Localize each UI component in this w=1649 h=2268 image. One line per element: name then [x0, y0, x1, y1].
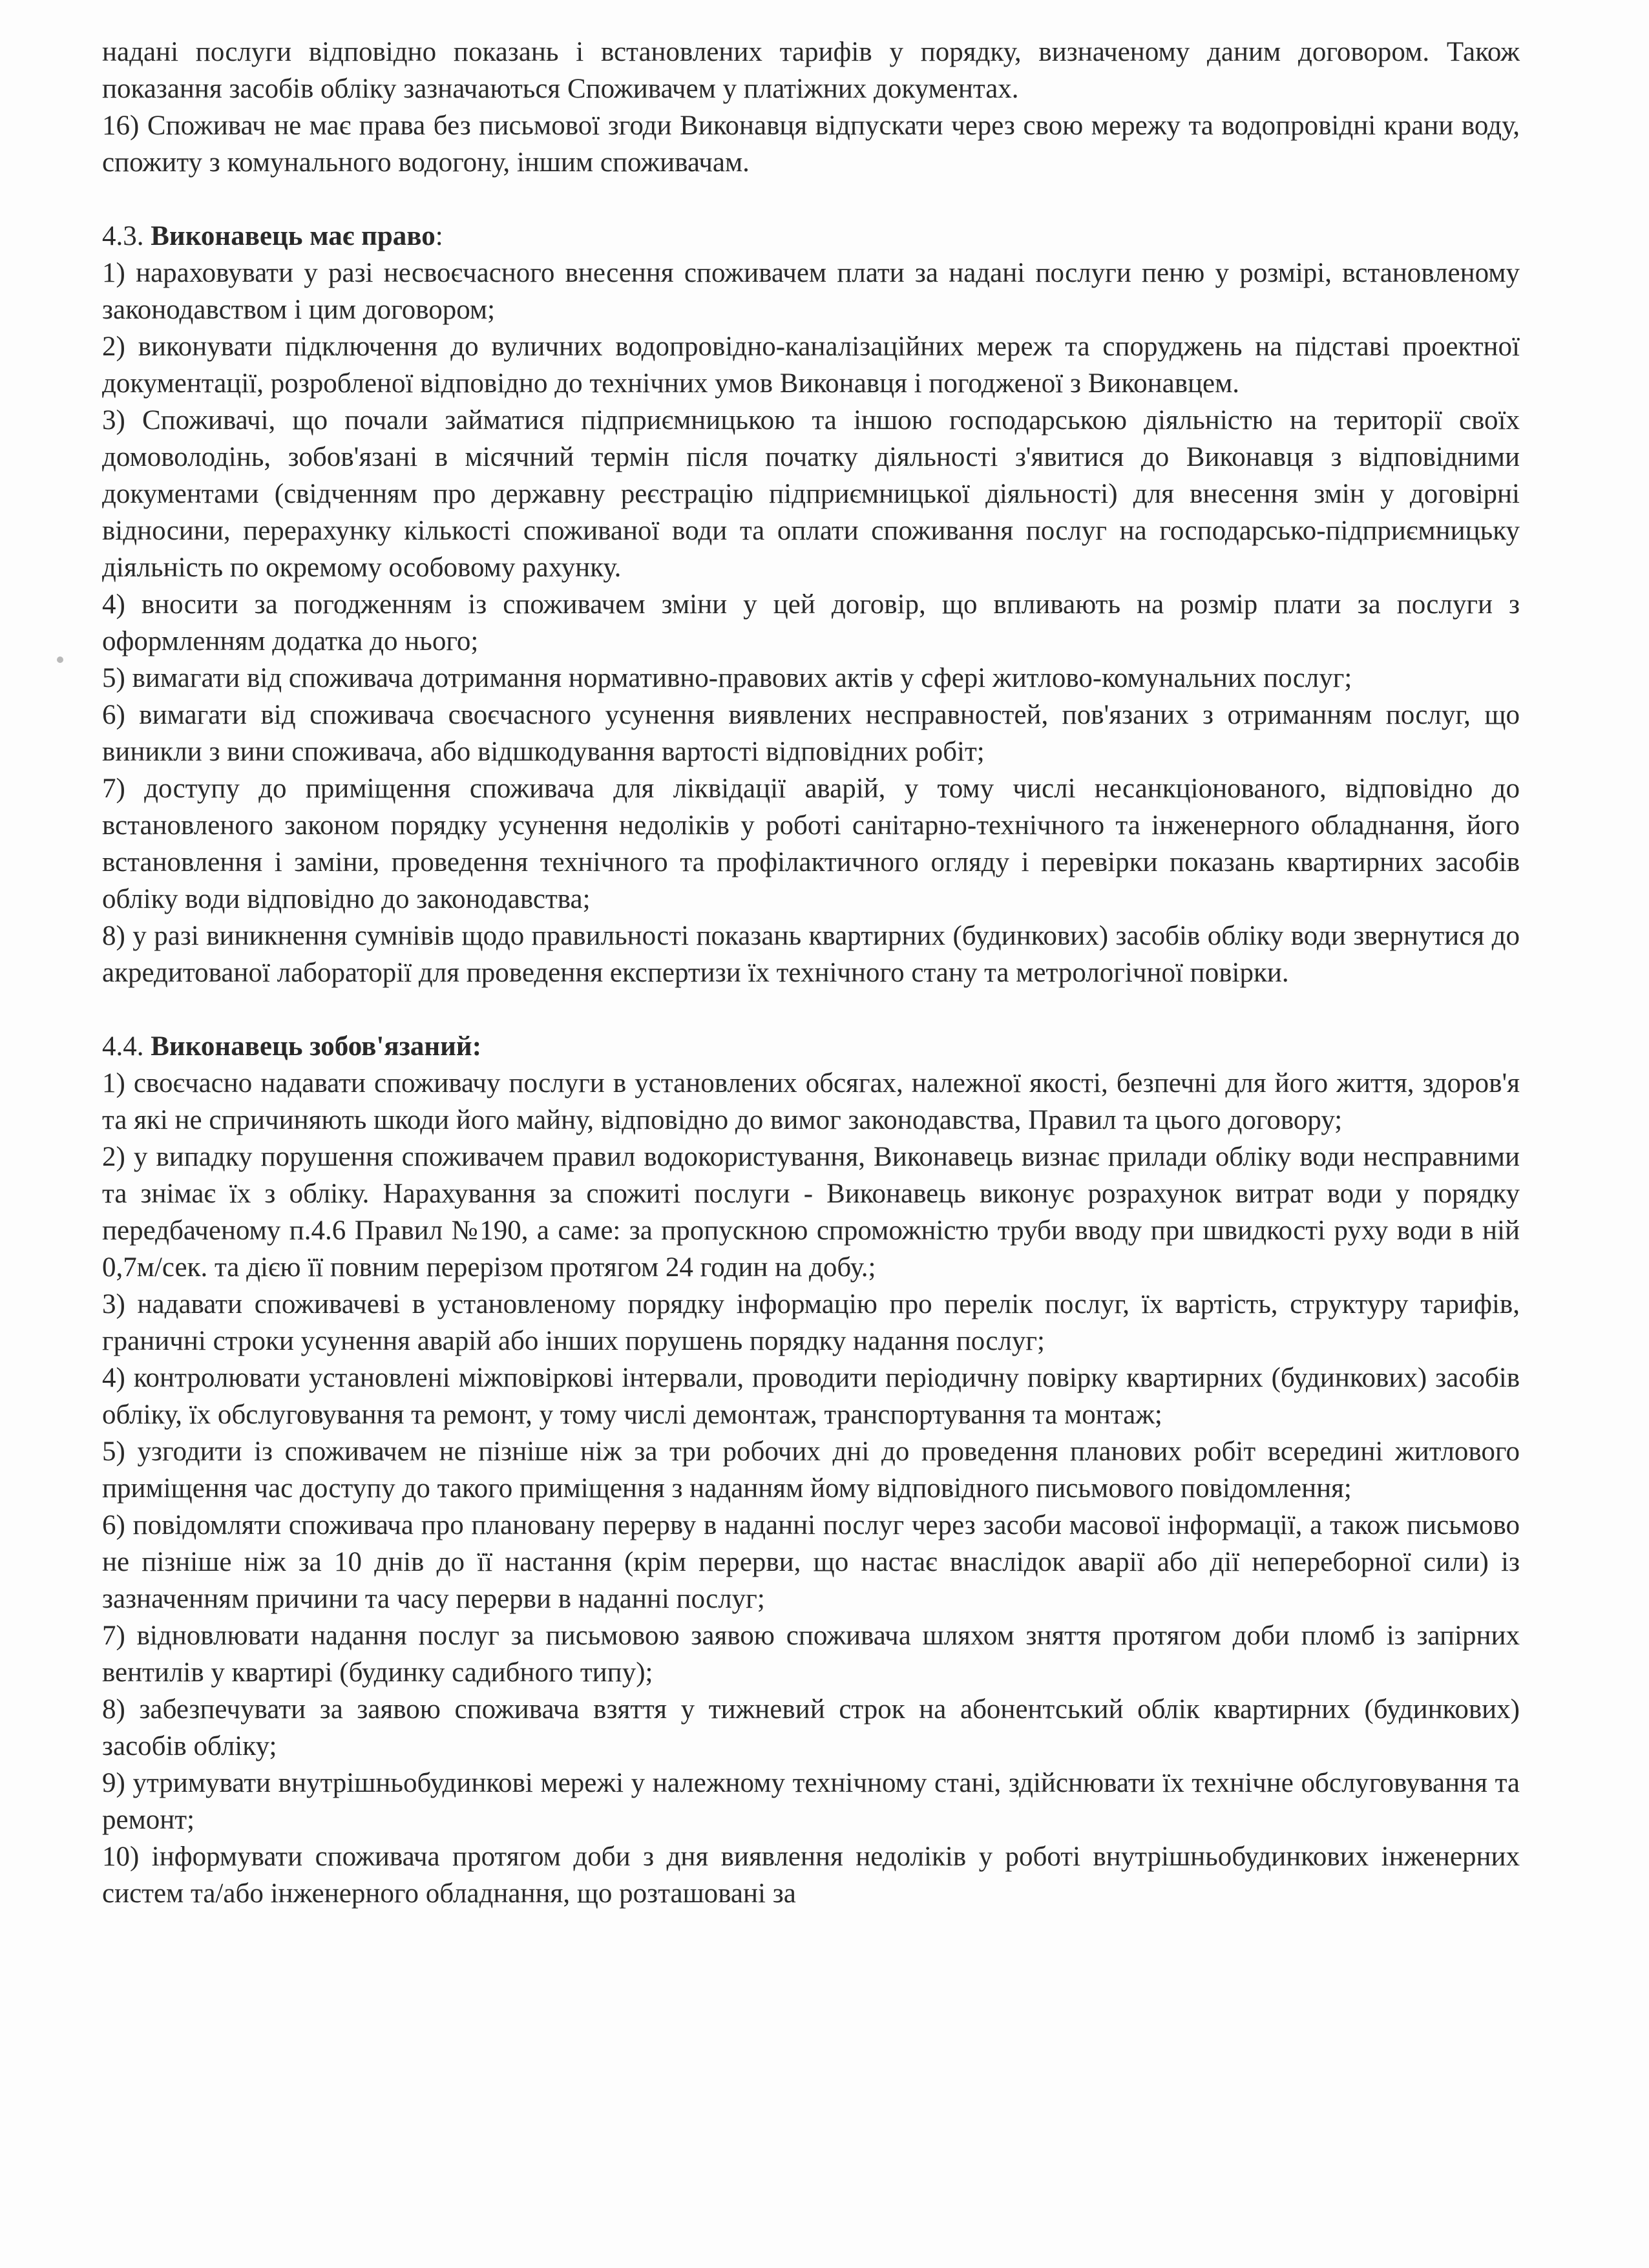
clause-4-3-6: 6) вимагати від споживача своєчасного усунення виявлених несправностей, пов'язаних з отриманням послуг, що виникли з вини споживача, або відшкодування вартості відповідних робіт; — [102, 700, 1520, 767]
clause-4-4-6: 6) повідомляти споживача про плановану перерву в наданні послуг через засоби масової інформації, а також письмово не пізніше ніж за 10 днів до її настання (крім перерви, що настає внаслідок аварії або дії непереборної сили) із зазначенням причини та часу перерви в наданні послуг; — [102, 1510, 1520, 1614]
clause-16: 16) Споживач не має права без письмової згоди Виконавця відпускати через свою мережу та водопровідні крани воду, спожиту з комунального водогону, іншим споживачам. — [102, 110, 1520, 178]
clause-4-4-1: 1) своєчасно надавати споживачу послуги в установлених обсягах, належної якості, безпечні для його життя, здоров'я та які не спричиняють шкоди його майну, відповідно до вимог законодавства, Правил та цього договору; — [102, 1068, 1520, 1135]
clause-4-3-1: 1) нараховувати у разі несвоєчасного внесення споживачем плати за надані послуги пеню у розмірі, встановленому законодавством і цим договором; — [102, 258, 1520, 325]
section-4-4-title: Виконавець зобов'язаний: — [151, 1031, 482, 1062]
scan-speck — [57, 656, 63, 663]
clause-4-3-4: 4) вносити за погодженням із споживачем зміни у цей договір, що впливають на розмір плати за послуги з оформленням додатка до нього; — [102, 589, 1520, 656]
section-4-4 — [102, 1028, 1520, 1912]
section-4-3-heading — [102, 218, 1520, 255]
clause-4-3-2: 2) виконувати підключення до вуличних водопровідно-каналізаційних мереж та споруджень на підставі проектної документації, розробленої відповідно до технічних умов Виконавця і погодженої з Виконавцем. — [102, 331, 1520, 399]
clause-4-3-3: 3) Споживачі, що почали займатися підприємницькою та іншою господарською діяльністю на території своїх домоволодінь, зобов'язані в місячний термін після початку діяльності з'явитися до Виконавця з відповідними документами (свідченням про державну реєстрацію підприємницької діяльності) для внесення змін у договірні відносини, перерахунку кількості споживаної води та оплати споживання послуг на господарсько-підприємницьку діяльність по окремому особовому рахунку. — [102, 405, 1520, 583]
section-4-3-number: 4.3. — [102, 221, 144, 251]
clause-4-3-7: 7) доступу до приміщення споживача для ліквідації аварій, у тому числі несанкціонованого, відповідно до встановленого законом порядку усунення недоліків у роботі санітарно-технічного та інженерного обладнання, його встановлення і заміни, проведення технічного та профілактичного огляду і перевірки показань квартирних засобів обліку води відповідно до законодавства; — [102, 773, 1520, 914]
section-4-3-title: Виконавець має право — [151, 221, 436, 251]
section-4-3-colon: : — [435, 221, 443, 251]
clause-4-4-9: 9) утримувати внутрішньобудинкові мережі у належному технічному стані, здійснювати їх технічне обслуговування та ремонт; — [102, 1768, 1520, 1835]
clause-4-4-2: 2) у випадку порушення споживачем правил водокористування, Виконавець визнає прилади обліку води несправними та знімає їх з обліку. Нарахування за спожиті послуги - Виконавець виконує розрахунок витрат води у порядку передбаченому п.4.6 Правил №190, а саме: за пропускною спроможністю труби вводу при швидкості руху води в ній 0,7м/сек. та дією її повним перерізом протягом 24 годин на добу.; — [102, 1142, 1520, 1283]
clause-4-4-4: 4) контролювати установлені міжповіркові інтервали, проводити періодичну повірку квартирних (будинкових) засобів обліку, їх обслуговування та ремонт, у тому числі демонтаж, транспортування та монтаж; — [102, 1363, 1520, 1430]
intro-paragraph: надані послуги відповідно показань і встановлених тарифів у порядку, визначеному даним договором. Також показання засобів обліку зазначаються Споживачем у платіжних документах. — [102, 37, 1520, 104]
clause-4-4-8: 8) забезпечувати за заявою споживача взяття у тижневий строк на абонентський облік квартирних (будинкових) засобів обліку; — [102, 1694, 1520, 1761]
clause-4-4-10: 10) інформувати споживача протягом доби з дня виявлення недоліків у роботі внутрішньобудинкових інженерних систем та/або інженерного обладнання, що розташовані за — [102, 1842, 1520, 1909]
clause-4-3-5: 5) вимагати від споживача дотримання нормативно-правових актів у сфері житлово-комунальних послуг; — [102, 663, 1352, 693]
clause-4-4-7: 7) відновлювати надання послуг за письмовою заявою споживача шляхом зняття протягом доби пломб із запірних вентилів у квартирі (будинку садибного типу); — [102, 1621, 1520, 1688]
section-4-4-heading — [102, 1028, 1520, 1065]
clause-4-4-3: 3) надавати споживачеві в установленому порядку інформацію про перелік послуг, їх вартість, структуру тарифів, граничні строки усунення аварій або інших порушень порядку надання послуг; — [102, 1289, 1520, 1356]
clause-4-3-8: 8) у разі виникнення сумнівів щодо правильності показань квартирних (будинкових) засобів обліку води звернутися до акредитованої лабораторії для проведення експертизи їх технічного стану та метрологічної повірки. — [102, 921, 1520, 988]
section-4-4-number: 4.4. — [102, 1031, 144, 1062]
section-4-3 — [102, 218, 1520, 991]
clause-4-4-5: 5) узгодити із споживачем не пізніше ніж за три робочих дні до проведення планових робіт всередині житлового приміщення час доступу до такого приміщення з наданням йому відповідного письмового повідомлення; — [102, 1436, 1520, 1504]
